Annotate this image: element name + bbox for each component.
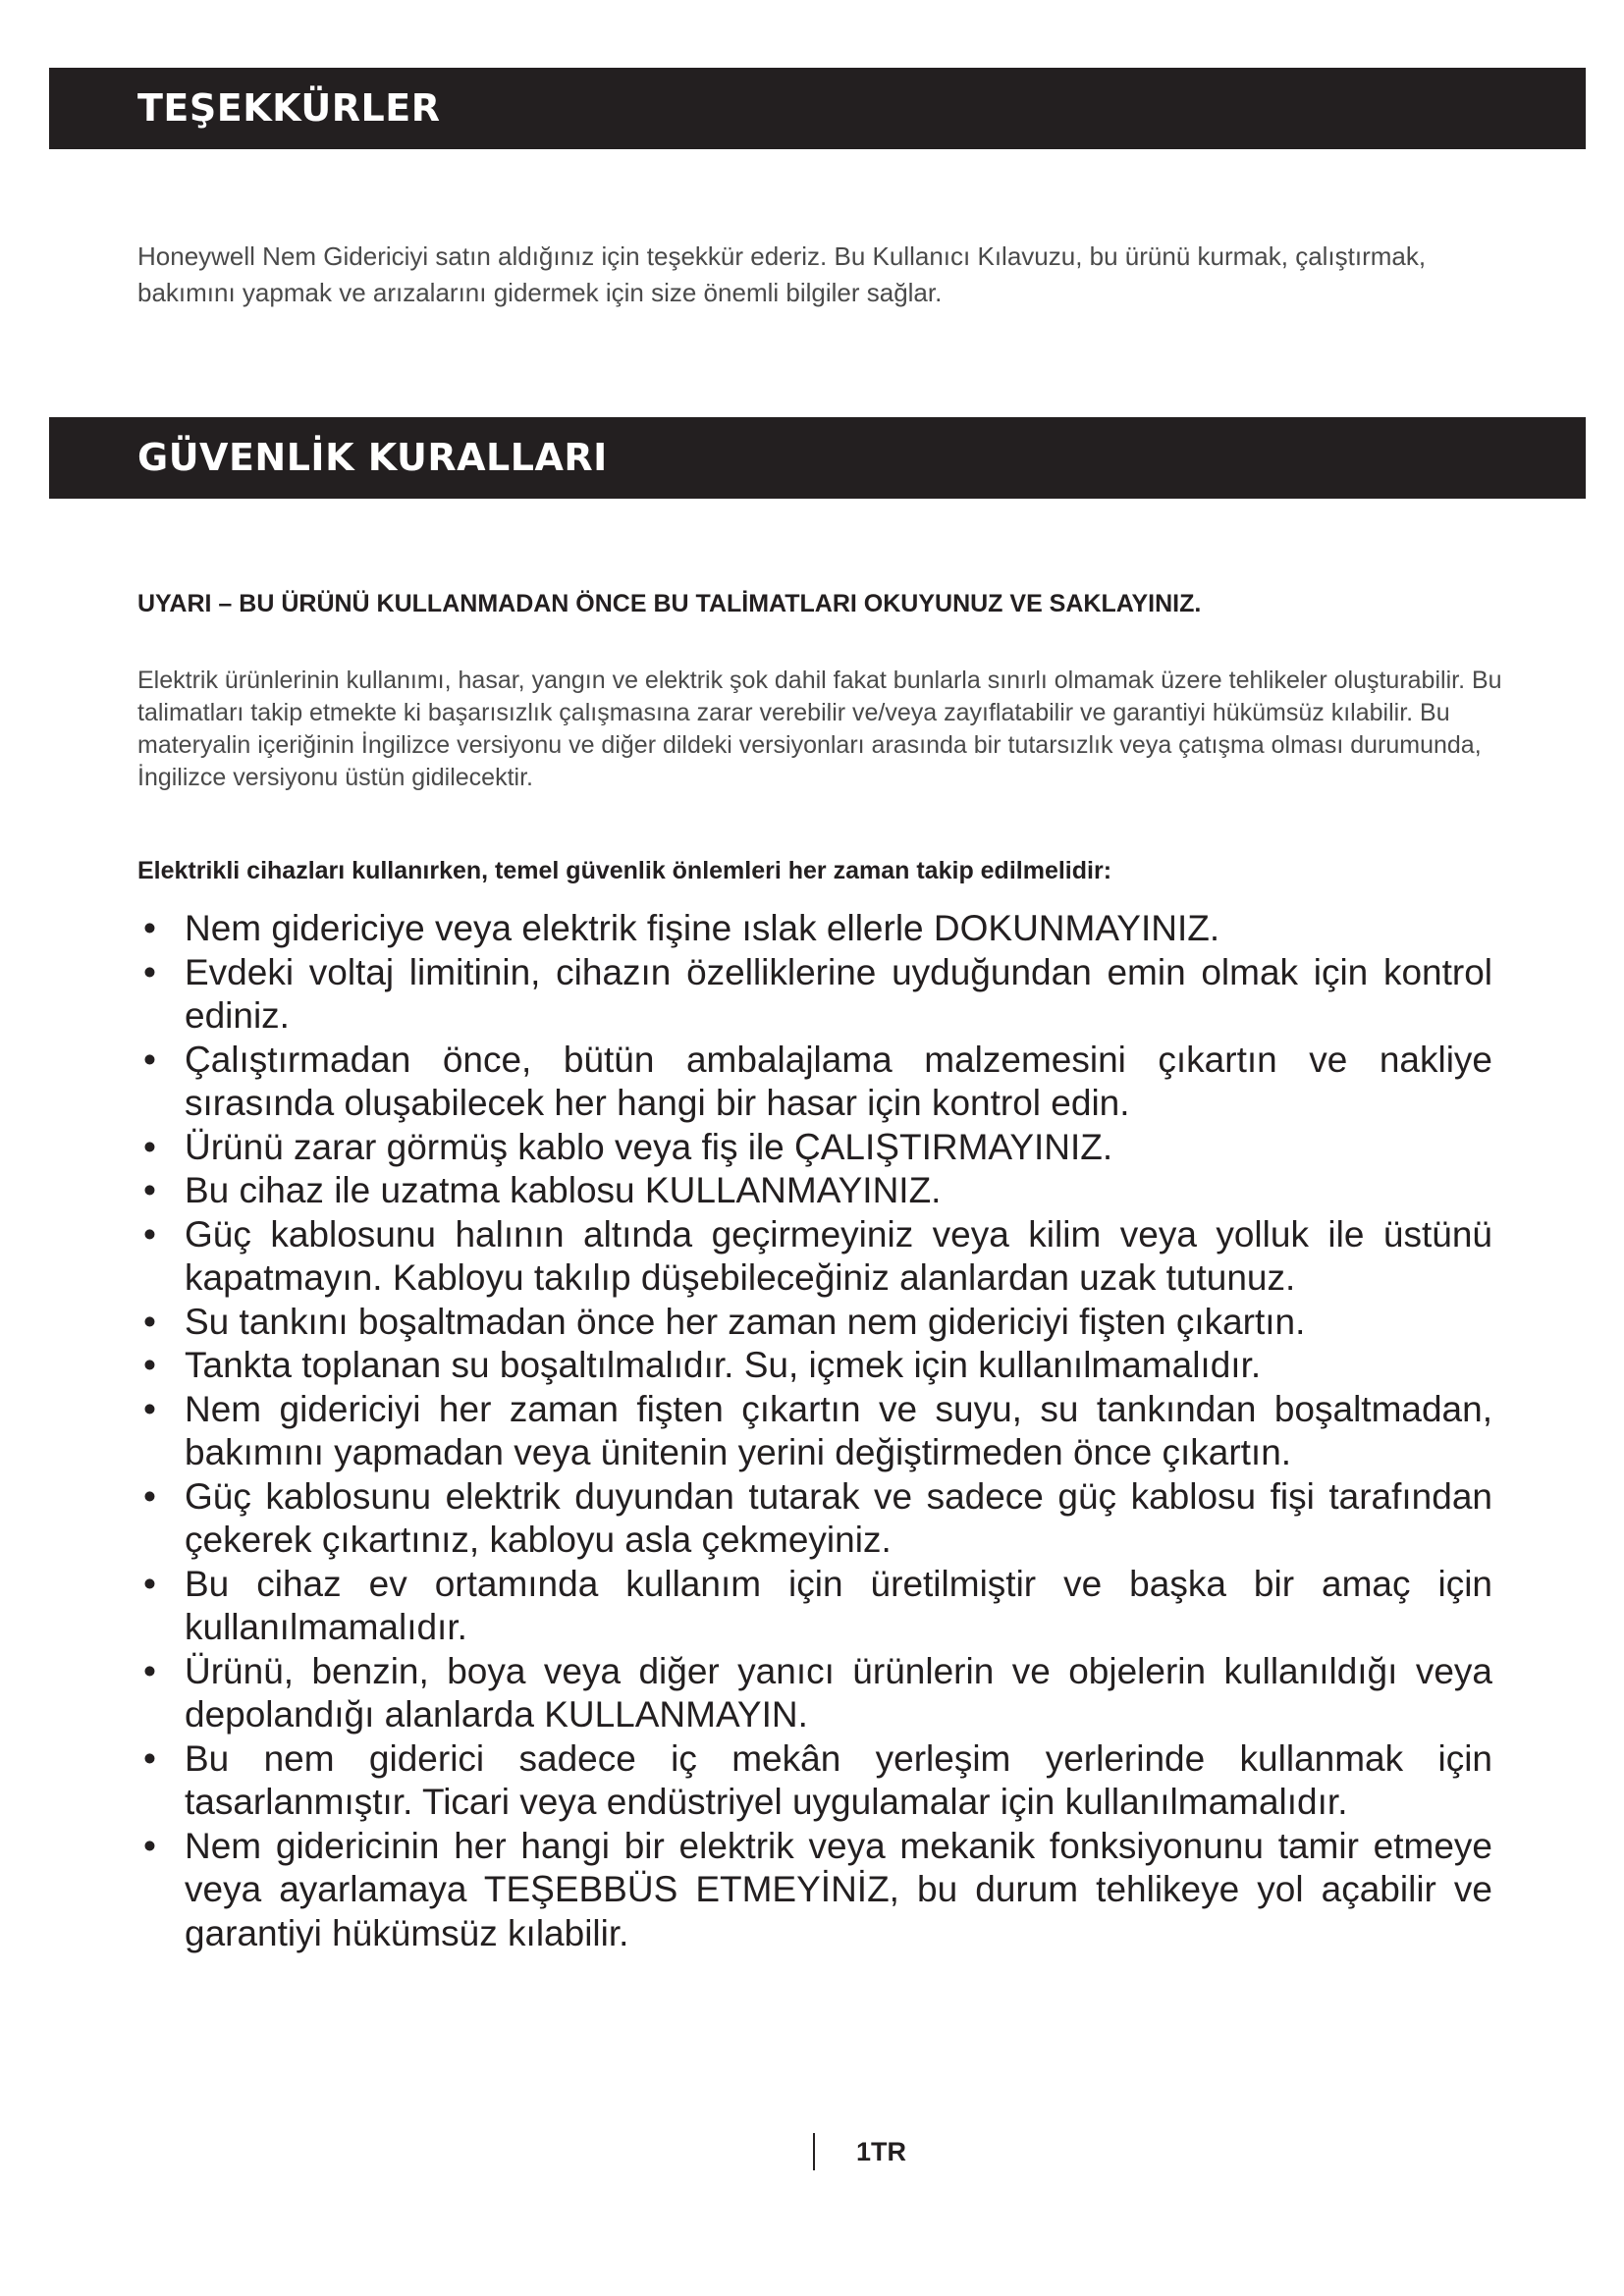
safety-rule-text: Bu cihaz ile uzatma kablosu KULLANMAYINIZ. [185, 1170, 942, 1210]
bullet-icon: • [143, 1563, 156, 1604]
safety-rule-item [137, 1126, 1492, 1170]
section-title-safety: GÜVENLİK KURALLARI [137, 436, 608, 479]
section-title-thanks: TEŞEKKÜRLER [137, 86, 441, 130]
bullet-icon: • [143, 951, 156, 992]
safety-rule-text: Nem gidericinin her hangi bir elektrik veya mekanik fonksiyonunu tamir etmeye veya ayarlamaya TEŞEBBÜS ETMEYİNİZ, bu durum tehlikeye yol açabilir ve garantiyi hükümsüz kılabilir. [185, 1825, 1492, 1953]
safety-rule-item [137, 1825, 1492, 1956]
bullet-icon: • [143, 1345, 156, 1385]
safety-rule-text: Bu cihaz ev ortamında kullanım için üretilmiştir ve başka bir amaç için kullanılmamalıdır. [185, 1563, 1492, 1647]
safety-rule-text: Nem gidericiyi her zaman fişten çıkartın ve suyu, su tankından boşaltmadan, bakımını yapmadan veya ünitenin yerini değiştirmeden önce çıkartın. [185, 1388, 1492, 1472]
safety-rule-item [137, 1737, 1492, 1825]
safety-rule-item [137, 1388, 1492, 1475]
section-header-safety [49, 417, 1586, 499]
safety-rules-intro: Elektrikli cihazları kullanırken, temel güvenlik önlemleri her zaman takip edilmelidir: [137, 857, 1112, 884]
safety-rule-item [137, 951, 1492, 1039]
safety-rule-text: Güç kablosunu elektrik duyundan tutarak ve sadece güç kablosu fişi tarafından çekerek çıkartınız, kabloyu asla çekmeyiniz. [185, 1475, 1492, 1560]
safety-rule-item [137, 1301, 1492, 1345]
bullet-icon: • [143, 1170, 156, 1210]
bullet-icon: • [143, 1126, 156, 1167]
safety-rule-item [137, 1563, 1492, 1650]
safety-rules-list [137, 907, 1492, 1955]
safety-rule-text: Nem gidericiye veya elektrik fişine ıslak ellerle DOKUNMAYINIZ. [185, 908, 1220, 948]
safety-rule-item [137, 1475, 1492, 1563]
bullet-icon: • [143, 1388, 156, 1429]
page-number: 1TR [813, 2133, 906, 2170]
safety-rule-text: Evdeki voltaj limitinin, cihazın özelliklerine uyduğundan emin olmak için kontrol ediniz. [185, 951, 1492, 1036]
safety-rule-item [137, 1213, 1492, 1301]
bullet-icon: • [143, 1213, 156, 1255]
safety-rule-item [137, 1344, 1492, 1388]
bullet-icon: • [143, 1475, 156, 1517]
bullet-icon: • [143, 1737, 156, 1779]
safety-rule-text: Çalıştırmadan önce, bütün ambalajlama malzemesini çıkartın ve nakliye sırasında oluşabilecek her hangi bir hasar için kontrol edin. [185, 1039, 1492, 1123]
safety-rule-text: Bu nem giderici sadece iç mekân yerleşim yerlerinde kullanmak için tasarlanmıştır. Ticari veya endüstriyel uygulamalar için kullanılmamalıdır. [185, 1737, 1492, 1822]
bullet-icon: • [143, 1825, 156, 1866]
warning-heading: UYARI – BU ÜRÜNÜ KULLANMADAN ÖNCE BU TALİMATLARI OKUYUNUZ VE SAKLAYINIZ. [137, 590, 1202, 617]
safety-rule-text: Tankta toplanan su boşaltılmalıdır. Su, içmek için kullanılmamalıdır. [185, 1345, 1262, 1385]
bullet-icon: • [143, 908, 156, 948]
safety-rule-item [137, 1169, 1492, 1213]
safety-rule-item [137, 1650, 1492, 1737]
bullet-icon: • [143, 1301, 156, 1342]
safety-rule-text: Ürünü zarar görmüş kablo veya fiş ile ÇALIŞTIRMAYINIZ. [185, 1126, 1113, 1167]
section-header-thanks [49, 68, 1586, 149]
safety-rule-item [137, 907, 1492, 951]
warning-paragraph: Elektrik ürünlerinin kullanımı, hasar, yangın ve elektrik şok dahil fakat bunlarla sınırlı olmamak üzere tehlikeler oluşturabilir. Bu talimatları takip etmekte ki başarısızlık çalışmasına zarar verebilir ve/veya zayıflatabilir ve garantiyi hükümsüz kılabilir. Bu materyalin içeriğinin İngilizce versiyonu ve diğer dildeki versiyonları arasında bir tutarsızlık veya çatışma olması durumunda, İngilizce versiyonu üstün gidilecektir. [137, 667, 1502, 791]
bullet-icon: • [143, 1039, 156, 1080]
thanks-paragraph: Honeywell Nem Gidericiyi satın aldığınız için teşekkür ederiz. Bu Kullanıcı Kılavuzu, bu ürünü kurmak, çalıştırmak, bakımını yapmak ve arızalarını gidermek için size önemli bilgiler sağlar. [137, 241, 1427, 307]
safety-rule-item [137, 1039, 1492, 1126]
bullet-icon: • [143, 1650, 156, 1691]
safety-rule-text: Su tankını boşaltmadan önce her zaman nem gidericiyi fişten çıkartın. [185, 1301, 1306, 1342]
safety-rule-text: Güç kablosunu halının altında geçirmeyiniz veya kilim veya yolluk ile üstünü kapatmayın. Kabloyu takılıp düşebileceğiniz alanlardan uzak tutunuz. [185, 1213, 1492, 1298]
safety-rule-text: Ürünü, benzin, boya veya diğer yanıcı ürünlerin ve objelerin kullanıldığı veya depolandığı alanlarda KULLANMAYIN. [185, 1650, 1492, 1735]
